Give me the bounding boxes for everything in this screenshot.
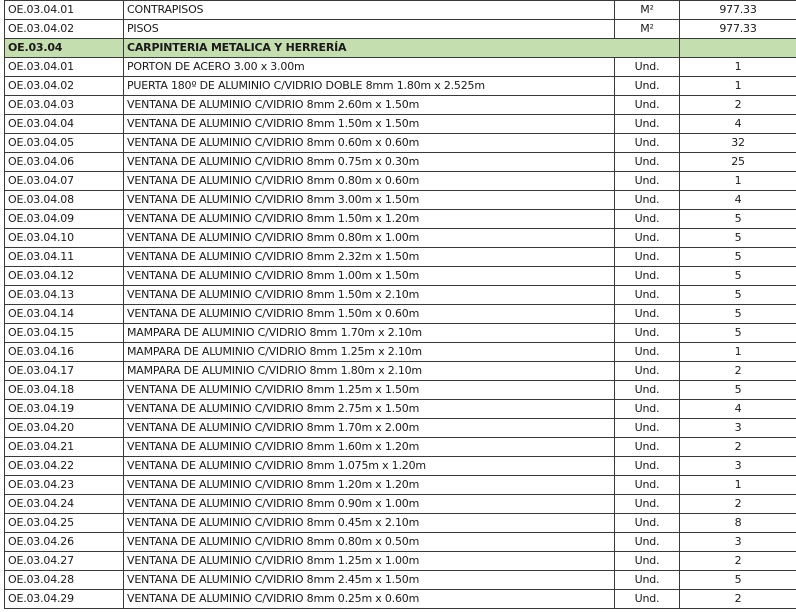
item-code-cell[interactable]: OE.03.04.03	[5, 96, 124, 115]
item-quantity-cell[interactable]: 977.33	[680, 1, 796, 20]
table-row	[5, 248, 796, 267]
item-unit-cell[interactable]: M²	[615, 20, 680, 39]
item-description-cell[interactable]: VENTANA DE ALUMINIO C/VIDRIO 8mm 1.00m x 1.50m	[124, 267, 615, 286]
table-row	[5, 58, 796, 77]
item-unit-cell[interactable]: Und.	[615, 552, 680, 571]
item-quantity-cell[interactable]: 5	[680, 267, 796, 286]
item-code-cell[interactable]: OE.03.04.01	[5, 1, 124, 20]
item-code-cell[interactable]: OE.03.04.09	[5, 210, 124, 229]
item-quantity-cell[interactable]: 5	[680, 210, 796, 229]
table-row	[5, 77, 796, 96]
item-quantity-cell[interactable]: 3	[680, 533, 796, 552]
item-quantity-cell[interactable]: 2	[680, 552, 796, 571]
item-quantity-cell[interactable]: 1	[680, 172, 796, 191]
item-code-cell[interactable]: OE.03.04.13	[5, 286, 124, 305]
table-row	[5, 1, 796, 20]
item-description-cell[interactable]: PISOS	[124, 20, 615, 39]
table-row	[5, 115, 796, 134]
item-quantity-cell[interactable]: 5	[680, 305, 796, 324]
table-row	[5, 153, 796, 172]
table-row	[5, 514, 796, 533]
item-code-cell[interactable]: OE.03.04.15	[5, 324, 124, 343]
item-code-cell[interactable]: OE.03.04.01	[5, 58, 124, 77]
table-row	[5, 362, 796, 381]
section-quantity-cell[interactable]	[680, 39, 796, 58]
item-code-cell[interactable]: OE.03.04.16	[5, 343, 124, 362]
item-code-cell[interactable]: OE.03.04.02	[5, 77, 124, 96]
item-unit-cell[interactable]: Und.	[615, 58, 680, 77]
table-row	[5, 476, 796, 495]
item-unit-cell[interactable]: Und.	[615, 495, 680, 514]
item-code-cell[interactable]: OE.03.04.08	[5, 191, 124, 210]
item-description-cell[interactable]: VENTANA DE ALUMINIO C/VIDRIO 8mm 0.60m x 0.60m	[124, 134, 615, 153]
item-quantity-cell[interactable]: 977.33	[680, 20, 796, 39]
item-unit-cell[interactable]: Und.	[615, 514, 680, 533]
item-quantity-cell[interactable]: 1	[680, 343, 796, 362]
item-unit-cell[interactable]: Und.	[615, 438, 680, 457]
item-code-cell[interactable]: OE.03.04.18	[5, 381, 124, 400]
item-quantity-cell[interactable]: 2	[680, 590, 796, 609]
item-code-cell[interactable]: OE.03.04.14	[5, 305, 124, 324]
item-description-cell[interactable]: VENTANA DE ALUMINIO C/VIDRIO 8mm 1.075m x 1.20m	[124, 457, 615, 476]
item-unit-cell[interactable]: Und.	[615, 229, 680, 248]
table-row	[5, 533, 796, 552]
item-quantity-cell[interactable]: 5	[680, 248, 796, 267]
item-code-cell[interactable]: OE.03.04.11	[5, 248, 124, 267]
item-description-cell[interactable]: VENTANA DE ALUMINIO C/VIDRIO 8mm 0.80m x 0.50m	[124, 533, 615, 552]
table-row	[5, 343, 796, 362]
item-unit-cell[interactable]: Und.	[615, 267, 680, 286]
item-unit-cell[interactable]: Und.	[615, 172, 680, 191]
table-row	[5, 590, 796, 609]
item-description-cell[interactable]: VENTANA DE ALUMINIO C/VIDRIO 8mm 1.60m x 1.20m	[124, 438, 615, 457]
item-code-cell[interactable]: OE.03.04.28	[5, 571, 124, 590]
item-code-cell[interactable]: OE.03.04.10	[5, 229, 124, 248]
section-unit-cell[interactable]	[615, 39, 680, 58]
table-row	[5, 96, 796, 115]
item-description-cell[interactable]: MAMPARA DE ALUMINIO C/VIDRIO 8mm 1.80m x 2.10m	[124, 362, 615, 381]
item-code-cell[interactable]: OE.03.04.27	[5, 552, 124, 571]
table-row	[5, 495, 796, 514]
table-row	[5, 324, 796, 343]
item-quantity-cell[interactable]: 5	[680, 229, 796, 248]
item-quantity-cell[interactable]: 2	[680, 495, 796, 514]
item-quantity-cell[interactable]: 5	[680, 571, 796, 590]
item-quantity-cell[interactable]: 25	[680, 153, 796, 172]
item-quantity-cell[interactable]: 1	[680, 58, 796, 77]
item-description-cell[interactable]: MAMPARA DE ALUMINIO C/VIDRIO 8mm 1.25m x 2.10m	[124, 343, 615, 362]
item-quantity-cell[interactable]: 2	[680, 438, 796, 457]
table-row	[5, 457, 796, 476]
item-description-cell[interactable]: VENTANA DE ALUMINIO C/VIDRIO 8mm 1.25m x 1.50m	[124, 381, 615, 400]
item-code-cell[interactable]: OE.03.04.12	[5, 267, 124, 286]
item-description-cell[interactable]: VENTANA DE ALUMINIO C/VIDRIO 8mm 0.90m x 1.00m	[124, 495, 615, 514]
item-unit-cell[interactable]: Und.	[615, 533, 680, 552]
item-code-cell[interactable]: OE.03.04.26	[5, 533, 124, 552]
item-description-cell[interactable]: PUERTA 180º DE ALUMINIO C/VIDRIO DOBLE 8mm 1.80m x 2.525m	[124, 77, 615, 96]
item-description-cell[interactable]: PORTON DE ACERO 3.00 x 3.00m	[124, 58, 615, 77]
item-code-cell[interactable]: OE.03.04.20	[5, 419, 124, 438]
item-code-cell[interactable]: OE.03.04.19	[5, 400, 124, 419]
item-quantity-cell[interactable]: 4	[680, 400, 796, 419]
table-row	[5, 571, 796, 590]
item-description-cell[interactable]: VENTANA DE ALUMINIO C/VIDRIO 8mm 1.25m x 1.00m	[124, 552, 615, 571]
item-description-cell[interactable]: VENTANA DE ALUMINIO C/VIDRIO 8mm 0.80m x 1.00m	[124, 229, 615, 248]
item-description-cell[interactable]: VENTANA DE ALUMINIO C/VIDRIO 8mm 1.50m x 1.20m	[124, 210, 615, 229]
budget-table	[4, 0, 796, 609]
item-quantity-cell[interactable]: 2	[680, 96, 796, 115]
item-quantity-cell[interactable]: 5	[680, 381, 796, 400]
table-row	[5, 267, 796, 286]
item-unit-cell[interactable]: Und.	[615, 343, 680, 362]
item-code-cell[interactable]: OE.03.04.25	[5, 514, 124, 533]
item-quantity-cell[interactable]: 3	[680, 419, 796, 438]
item-unit-cell[interactable]: Und.	[615, 381, 680, 400]
item-code-cell[interactable]: OE.03.04.07	[5, 172, 124, 191]
item-quantity-cell[interactable]: 5	[680, 286, 796, 305]
item-unit-cell[interactable]: Und.	[615, 305, 680, 324]
item-description-cell[interactable]: VENTANA DE ALUMINIO C/VIDRIO 8mm 1.50m x 0.60m	[124, 305, 615, 324]
item-unit-cell[interactable]: Und.	[615, 191, 680, 210]
item-description-cell[interactable]: VENTANA DE ALUMINIO C/VIDRIO 8mm 1.20m x 1.20m	[124, 476, 615, 495]
item-unit-cell[interactable]: Und.	[615, 457, 680, 476]
section-header-row	[5, 39, 796, 58]
table-row	[5, 20, 796, 39]
item-code-cell[interactable]: OE.03.04.29	[5, 590, 124, 609]
table-row	[5, 438, 796, 457]
table-row	[5, 419, 796, 438]
item-code-cell[interactable]: OE.03.04.06	[5, 153, 124, 172]
item-unit-cell[interactable]: Und.	[615, 400, 680, 419]
item-unit-cell[interactable]: Und.	[615, 96, 680, 115]
item-unit-cell[interactable]: Und.	[615, 210, 680, 229]
section-code-cell[interactable]: OE.03.04	[5, 39, 124, 58]
table-row	[5, 400, 796, 419]
item-description-cell[interactable]: VENTANA DE ALUMINIO C/VIDRIO 8mm 2.75m x 1.50m	[124, 400, 615, 419]
item-code-cell[interactable]: OE.03.04.02	[5, 20, 124, 39]
item-unit-cell[interactable]: Und.	[615, 324, 680, 343]
table-row	[5, 172, 796, 191]
item-unit-cell[interactable]: Und.	[615, 248, 680, 267]
item-unit-cell[interactable]: Und.	[615, 153, 680, 172]
item-unit-cell[interactable]: Und.	[615, 571, 680, 590]
table-row	[5, 191, 796, 210]
item-unit-cell[interactable]: M²	[615, 1, 680, 20]
budget-table-body	[5, 1, 796, 609]
item-description-cell[interactable]: VENTANA DE ALUMINIO C/VIDRIO 8mm 2.60m x 1.50m	[124, 96, 615, 115]
table-row	[5, 229, 796, 248]
item-description-cell[interactable]: VENTANA DE ALUMINIO C/VIDRIO 8mm 1.50m x 2.10m	[124, 286, 615, 305]
item-description-cell[interactable]: VENTANA DE ALUMINIO C/VIDRIO 8mm 1.50m x 1.50m	[124, 115, 615, 134]
item-description-cell[interactable]: VENTANA DE ALUMINIO C/VIDRIO 8mm 0.75m x 0.30m	[124, 153, 615, 172]
item-unit-cell[interactable]: Und.	[615, 77, 680, 96]
table-row	[5, 381, 796, 400]
item-description-cell[interactable]: VENTANA DE ALUMINIO C/VIDRIO 8mm 0.80m x 0.60m	[124, 172, 615, 191]
item-unit-cell[interactable]: Und.	[615, 590, 680, 609]
item-quantity-cell[interactable]: 3	[680, 457, 796, 476]
item-description-cell[interactable]: MAMPARA DE ALUMINIO C/VIDRIO 8mm 1.70m x 2.10m	[124, 324, 615, 343]
item-quantity-cell[interactable]: 8	[680, 514, 796, 533]
item-description-cell[interactable]: VENTANA DE ALUMINIO C/VIDRIO 8mm 1.70m x 2.00m	[124, 419, 615, 438]
item-code-cell[interactable]: OE.03.04.17	[5, 362, 124, 381]
item-quantity-cell[interactable]: 32	[680, 134, 796, 153]
item-quantity-cell[interactable]: 5	[680, 324, 796, 343]
table-row	[5, 286, 796, 305]
item-code-cell[interactable]: OE.03.04.23	[5, 476, 124, 495]
item-description-cell[interactable]: VENTANA DE ALUMINIO C/VIDRIO 8mm 3.00m x 1.50m	[124, 191, 615, 210]
item-code-cell[interactable]: OE.03.04.22	[5, 457, 124, 476]
table-row	[5, 305, 796, 324]
item-unit-cell[interactable]: Und.	[615, 134, 680, 153]
item-description-cell[interactable]: VENTANA DE ALUMINIO C/VIDRIO 8mm 0.25m x 0.60m	[124, 590, 615, 609]
item-code-cell[interactable]: OE.03.04.21	[5, 438, 124, 457]
table-row	[5, 210, 796, 229]
item-quantity-cell[interactable]: 1	[680, 77, 796, 96]
item-quantity-cell[interactable]: 2	[680, 362, 796, 381]
item-description-cell[interactable]: VENTANA DE ALUMINIO C/VIDRIO 8mm 2.32m x 1.50m	[124, 248, 615, 267]
item-unit-cell[interactable]: Und.	[615, 115, 680, 134]
item-quantity-cell[interactable]: 1	[680, 476, 796, 495]
item-unit-cell[interactable]: Und.	[615, 286, 680, 305]
item-code-cell[interactable]: OE.03.04.04	[5, 115, 124, 134]
table-row	[5, 134, 796, 153]
table-row	[5, 552, 796, 571]
item-unit-cell[interactable]: Und.	[615, 362, 680, 381]
item-description-cell[interactable]: CONTRAPISOS	[124, 1, 615, 20]
item-quantity-cell[interactable]: 4	[680, 191, 796, 210]
item-code-cell[interactable]: OE.03.04.05	[5, 134, 124, 153]
item-description-cell[interactable]: VENTANA DE ALUMINIO C/VIDRIO 8mm 0.45m x 2.10m	[124, 514, 615, 533]
item-quantity-cell[interactable]: 4	[680, 115, 796, 134]
item-unit-cell[interactable]: Und.	[615, 476, 680, 495]
item-unit-cell[interactable]: Und.	[615, 419, 680, 438]
item-code-cell[interactable]: OE.03.04.24	[5, 495, 124, 514]
section-title-cell[interactable]: CARPINTERIA METALICA Y HERRERÍA	[124, 39, 615, 58]
item-description-cell[interactable]: VENTANA DE ALUMINIO C/VIDRIO 8mm 2.45m x 1.50m	[124, 571, 615, 590]
